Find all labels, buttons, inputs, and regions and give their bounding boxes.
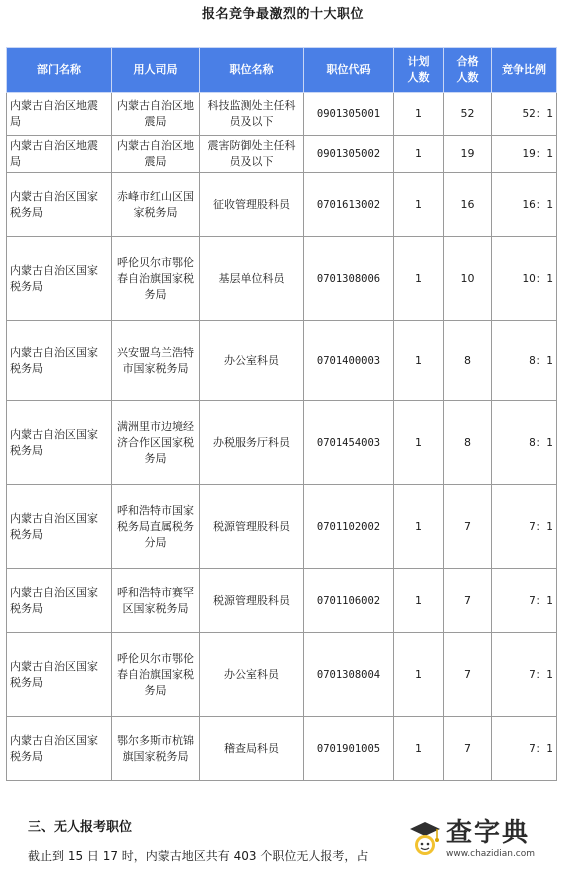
section-heading: 三、无人报考职位 xyxy=(28,820,133,835)
cell-planned-count: 1 xyxy=(394,237,444,321)
cell-planned-count: 1 xyxy=(394,717,444,781)
cell-competition-ratio: 10：1 xyxy=(492,237,557,321)
cell-planned-count: 1 xyxy=(394,136,444,173)
column-header: 用人司局 xyxy=(112,48,200,93)
column-header: 计划 人数 xyxy=(394,48,444,93)
column-header: 竞争比例 xyxy=(492,48,557,93)
cell-qualified-count: 7 xyxy=(444,633,492,717)
cell-hiring-bureau: 呼伦贝尔市鄂伦春自治旗国家税务局 xyxy=(112,237,200,321)
cell-department: 内蒙古自治区国家税务局 xyxy=(7,569,112,633)
column-header: 职位代码 xyxy=(304,48,394,93)
cell-planned-count: 1 xyxy=(394,569,444,633)
watermark-url: www.chazidian.com xyxy=(446,849,536,859)
cell-department: 内蒙古自治区地震局 xyxy=(7,136,112,173)
cell-position-code: 0701400003 xyxy=(304,321,394,401)
cell-position-name: 稽查局科员 xyxy=(200,717,304,781)
column-header: 合格 人数 xyxy=(444,48,492,93)
cell-competition-ratio: 19：1 xyxy=(492,136,557,173)
cell-department: 内蒙古自治区国家税务局 xyxy=(7,485,112,569)
cell-hiring-bureau: 呼和浩特市国家税务局直属税务分局 xyxy=(112,485,200,569)
table-row xyxy=(7,93,557,136)
cell-qualified-count: 8 xyxy=(444,321,492,401)
cell-hiring-bureau: 满洲里市边境经济合作区国家税务局 xyxy=(112,401,200,485)
cell-position-code: 0701901005 xyxy=(304,717,394,781)
cell-planned-count: 1 xyxy=(394,321,444,401)
cell-position-name: 税源管理股科员 xyxy=(200,569,304,633)
cell-planned-count: 1 xyxy=(394,93,444,136)
cell-qualified-count: 10 xyxy=(444,237,492,321)
cell-hiring-bureau: 赤峰市红山区国家税务局 xyxy=(112,173,200,237)
table-row xyxy=(7,401,557,485)
cell-qualified-count: 52 xyxy=(444,93,492,136)
cell-position-code: 0701102002 xyxy=(304,485,394,569)
table-row xyxy=(7,237,557,321)
cell-qualified-count: 7 xyxy=(444,485,492,569)
table-header-row xyxy=(7,48,557,93)
column-header: 部门名称 xyxy=(7,48,112,93)
body-paragraph: 截止到 15 日 17 时，内蒙古地区共有 403 个职位无人报考，占 xyxy=(28,849,369,863)
competition-table xyxy=(6,47,557,781)
cell-hiring-bureau: 兴安盟乌兰浩特市国家税务局 xyxy=(112,321,200,401)
cell-competition-ratio: 7：1 xyxy=(492,485,557,569)
cell-position-name: 基层单位科员 xyxy=(200,237,304,321)
cell-competition-ratio: 52：1 xyxy=(492,93,557,136)
cell-planned-count: 1 xyxy=(394,401,444,485)
cell-competition-ratio: 8：1 xyxy=(492,321,557,401)
cell-department: 内蒙古自治区国家税务局 xyxy=(7,173,112,237)
cell-planned-count: 1 xyxy=(394,633,444,717)
cell-position-code: 0701454003 xyxy=(304,401,394,485)
cell-position-code: 0701308004 xyxy=(304,633,394,717)
cell-department: 内蒙古自治区国家税务局 xyxy=(7,401,112,485)
cell-hiring-bureau: 呼伦贝尔市鄂伦春自治旗国家税务局 xyxy=(112,633,200,717)
cell-hiring-bureau: 内蒙古自治区地震局 xyxy=(112,136,200,173)
cell-competition-ratio: 7：1 xyxy=(492,633,557,717)
cell-department: 内蒙古自治区国家税务局 xyxy=(7,321,112,401)
table-row xyxy=(7,717,557,781)
table-row xyxy=(7,633,557,717)
cell-position-name: 震害防御处主任科员及以下 xyxy=(200,136,304,173)
graduation-cap-logo-icon xyxy=(408,817,442,861)
cell-position-code: 0701308006 xyxy=(304,237,394,321)
cell-qualified-count: 19 xyxy=(444,136,492,173)
cell-position-name: 办税服务厅科员 xyxy=(200,401,304,485)
cell-competition-ratio: 7：1 xyxy=(492,569,557,633)
cell-hiring-bureau: 鄂尔多斯市杭锦旗国家税务局 xyxy=(112,717,200,781)
cell-competition-ratio: 7：1 xyxy=(492,717,557,781)
cell-department: 内蒙古自治区国家税务局 xyxy=(7,237,112,321)
cell-competition-ratio: 16：1 xyxy=(492,173,557,237)
cell-planned-count: 1 xyxy=(394,485,444,569)
cell-position-name: 办公室科员 xyxy=(200,633,304,717)
cell-department: 内蒙古自治区国家税务局 xyxy=(7,717,112,781)
cell-qualified-count: 16 xyxy=(444,173,492,237)
cell-position-name: 科技监测处主任科员及以下 xyxy=(200,93,304,136)
page-title: 报名竞争最激烈的十大职位 xyxy=(201,7,364,22)
table-row xyxy=(7,485,557,569)
cell-department: 内蒙古自治区地震局 xyxy=(7,93,112,136)
cell-department: 内蒙古自治区国家税务局 xyxy=(7,633,112,717)
cell-position-code: 0901305002 xyxy=(304,136,394,173)
watermark-brand: 查字典 xyxy=(446,818,531,848)
cell-qualified-count: 8 xyxy=(444,401,492,485)
table-row xyxy=(7,321,557,401)
cell-competition-ratio: 8：1 xyxy=(492,401,557,485)
cell-position-code: 0701106002 xyxy=(304,569,394,633)
cell-hiring-bureau: 呼和浩特市赛罕区国家税务局 xyxy=(112,569,200,633)
cell-qualified-count: 7 xyxy=(444,717,492,781)
cell-planned-count: 1 xyxy=(394,173,444,237)
cell-position-code: 0901305001 xyxy=(304,93,394,136)
cell-position-name: 征收管理股科员 xyxy=(200,173,304,237)
cell-qualified-count: 7 xyxy=(444,569,492,633)
site-watermark xyxy=(408,808,564,870)
cell-position-name: 税源管理股科员 xyxy=(200,485,304,569)
column-header: 职位名称 xyxy=(200,48,304,93)
table-row xyxy=(7,136,557,173)
table-row xyxy=(7,173,557,237)
table-row xyxy=(7,569,557,633)
cell-position-name: 办公室科员 xyxy=(200,321,304,401)
cell-hiring-bureau: 内蒙古自治区地震局 xyxy=(112,93,200,136)
cell-position-code: 0701613002 xyxy=(304,173,394,237)
